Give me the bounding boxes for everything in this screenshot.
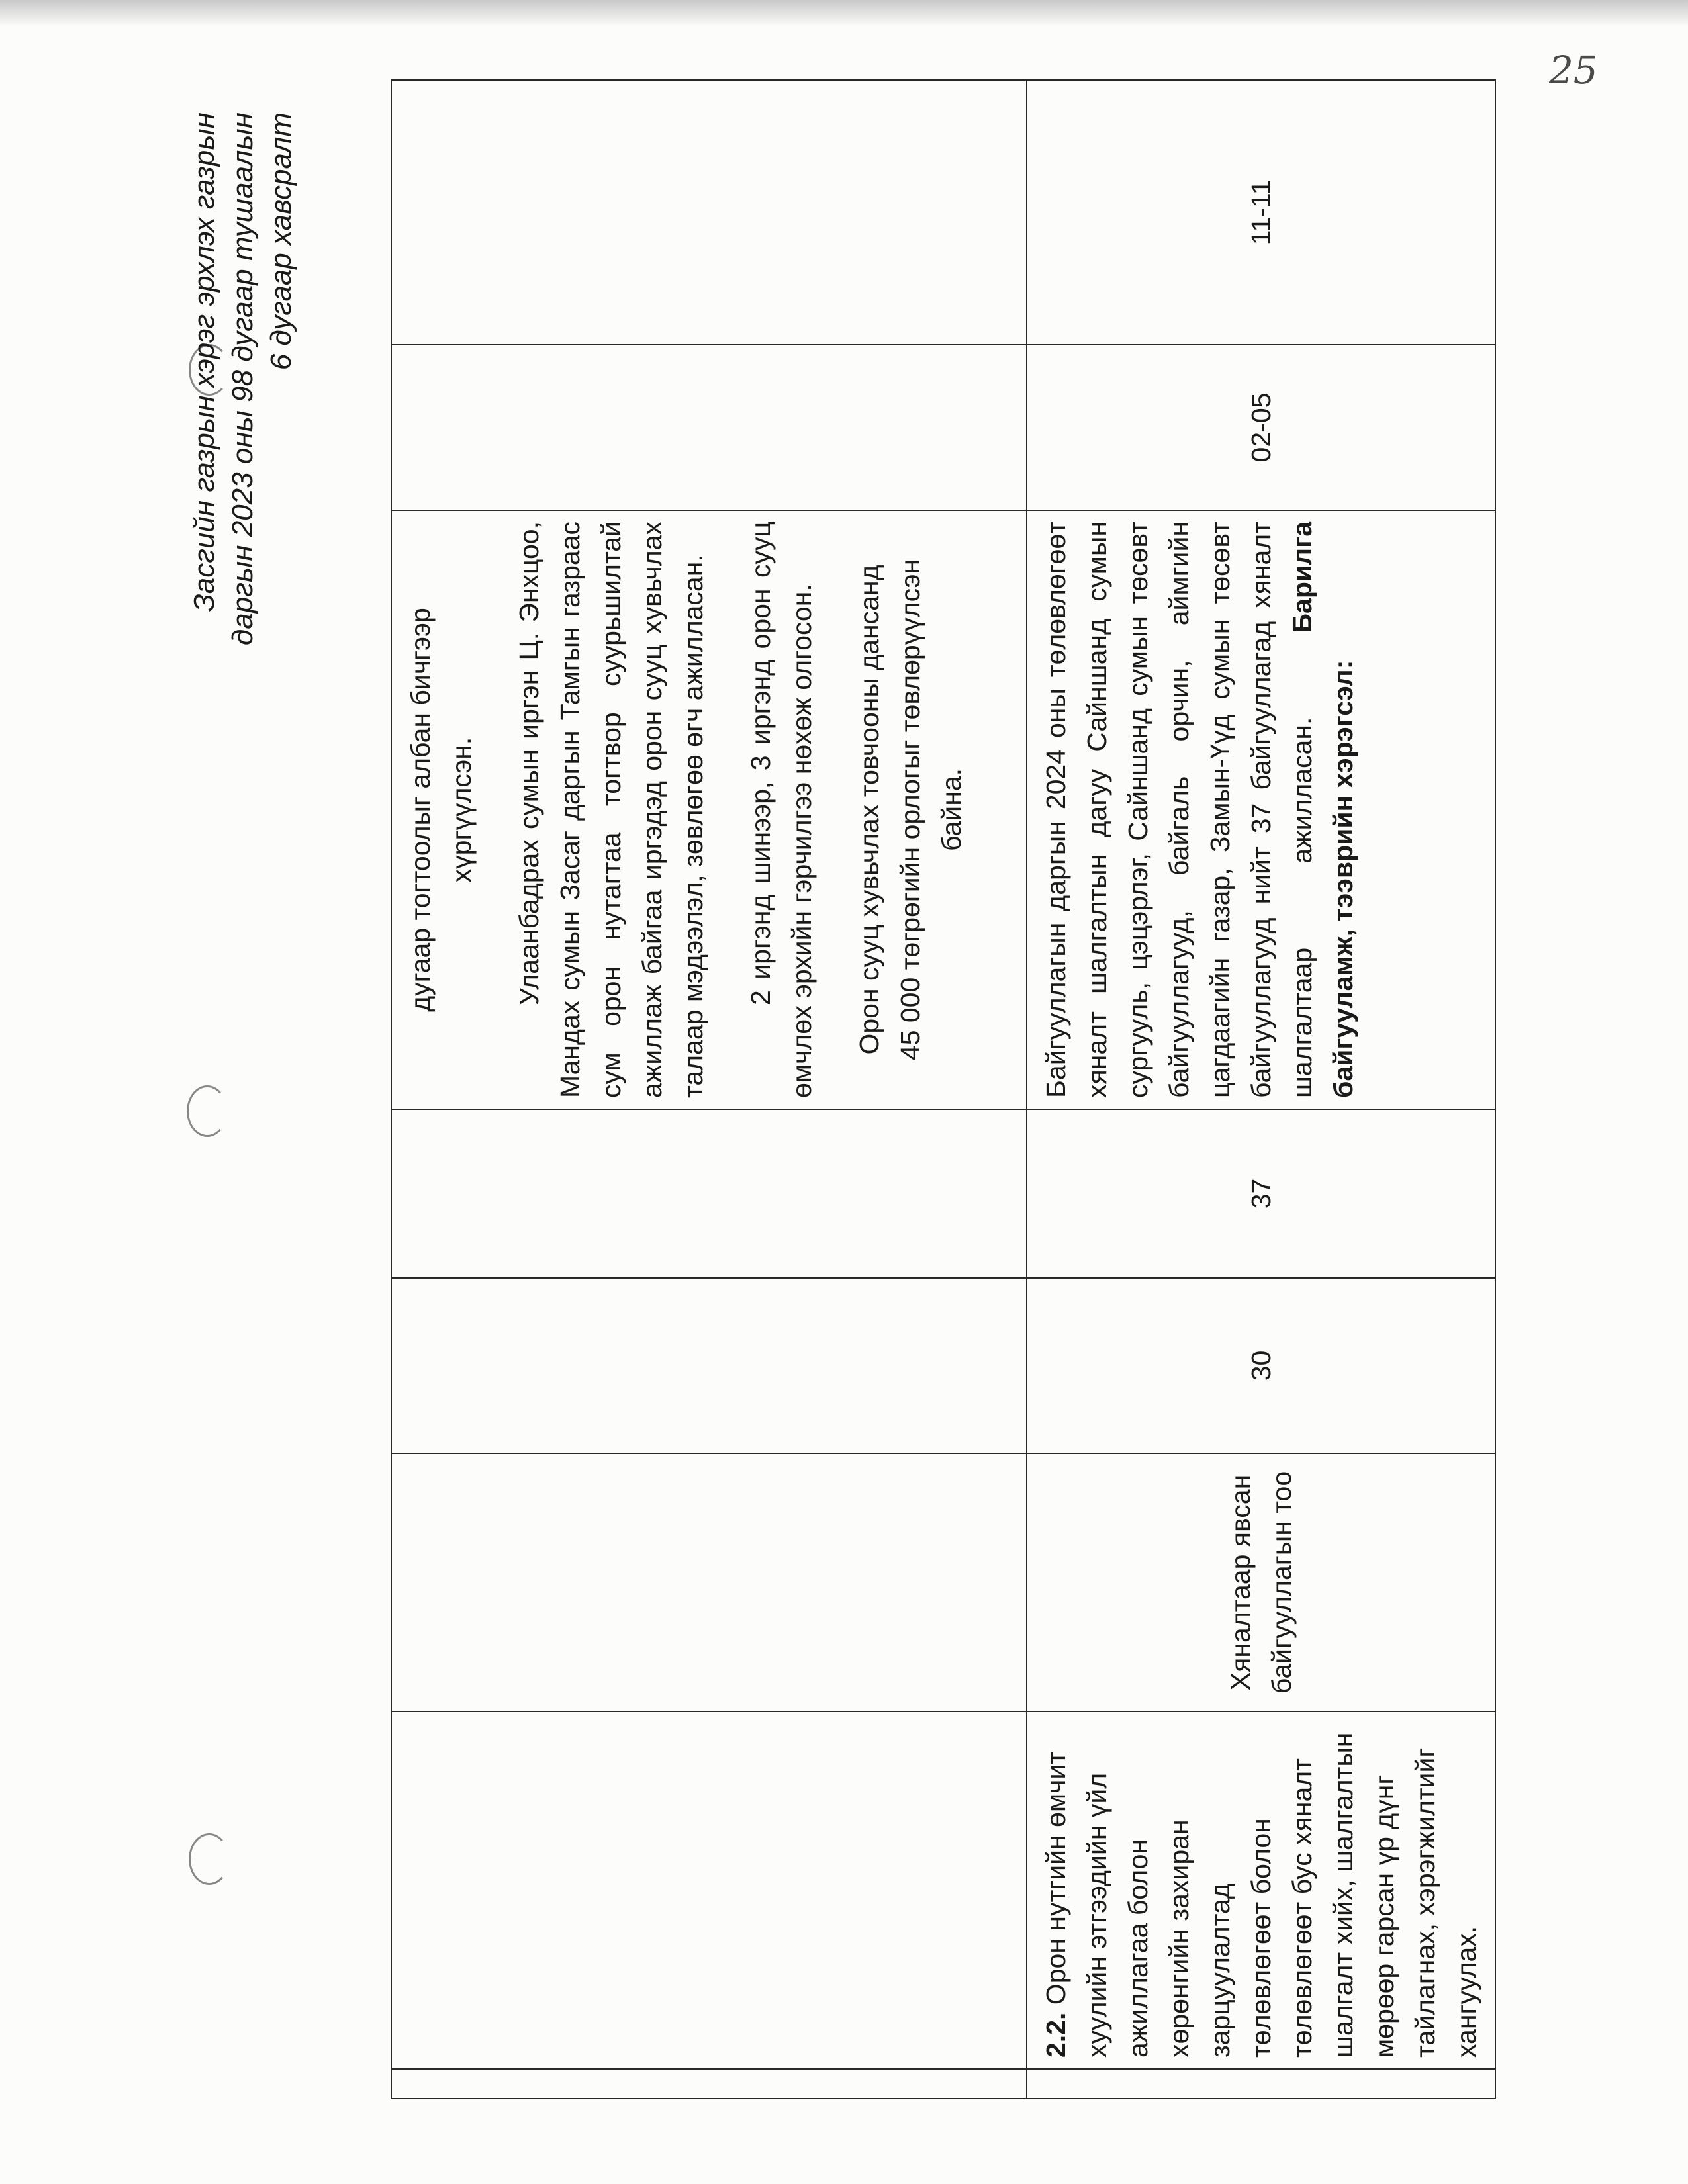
implementation-text-cell	[391, 510, 1027, 1109]
table-cell	[391, 80, 1027, 345]
header-line: Засгийн газрын хэрэг эрхлэх газрын	[188, 113, 220, 612]
report-table	[391, 79, 1496, 2099]
table-row	[1027, 80, 1495, 2099]
table-row	[391, 80, 1027, 2099]
indicator-cell: Хяналтаар явсан байгууллагын тоо	[1027, 1453, 1495, 1711]
header-line: даргын 2023 оны 98 дугаар тушаалын	[226, 113, 259, 646]
table-cell	[391, 1453, 1027, 1711]
paragraph: Улаанбадрах сумын иргэн Ц. Энхцоо, Мандах сумын Засаг даргын Тамгын газраас сум орон нутагтаа тогтвор суурьшилтай ажиллаж байгаа иргэдэд орон сууц хувьчлах талаар мэдээлэл, зөвлөгөө өгч ажилласан.	[514, 522, 708, 1098]
goal-text: Орон нутгийн өмчит хуулийн этгээдийн үйл ажиллагаа болон хөрөнгийн захиран зарцуулалтад төлөвлөгөөт болон төлөвлөгөөт бус хяналт шалгалт хийх, шалгалтын мөрөөр гарсан үр дүнг тайлагнах, хэрэгжилтийг хангуулах.	[1041, 1732, 1481, 2058]
code-cell: 11-11	[1027, 80, 1495, 345]
table-cell	[391, 345, 1027, 510]
table-cell	[391, 1278, 1027, 1453]
text-line: дугаар тогтоолыг албан бичгээр	[405, 608, 436, 1012]
goal-cell	[1027, 1711, 1495, 2069]
paragraph: 2 иргэнд шинээр, 3 иргэнд орон сууц өмчлөх эрхийн гэрчилгээ нөхөж олгосон.	[745, 522, 817, 1098]
table-cell	[391, 1109, 1027, 1278]
code-cell: 02-05	[1027, 345, 1495, 510]
handwritten-page-number: 25	[1549, 48, 1598, 93]
header-line: 6 дугаар хавсралт	[265, 113, 297, 371]
paragraph: Орон сууц хувьчлах товчооны дансанд 45 000 төгрөгийн орлогыг төвлөрүүлсэн байна.	[854, 559, 966, 1061]
bold-heading: Барилга байгууламж, тээврийн хэрэгсэл:	[1287, 522, 1358, 1098]
paragraph: Байгууллагын даргын 2024 оны төлөвлөгөөт хяналт шалгалтын дагуу Сайншанд сумын сургууль, цэцэрлэг, Сайншанд сумын төсөвт байгууллагууд, байгаль орчин, аймгийн цагдаагийн газар, Замын-Үүд сумын төсөвт байгууллагууд нийт 37 байгууллагад хяналт шалгалтаар ажилласан.	[1041, 522, 1317, 1098]
text-line: хүргүүлсэн.	[446, 737, 477, 883]
implementation-text-cell	[1027, 510, 1495, 1109]
target-cell: 30	[1027, 1278, 1495, 1453]
table-cell	[391, 1711, 1027, 2069]
goal-number: 2.2.	[1041, 2012, 1071, 2058]
table-cell	[1027, 2069, 1495, 2099]
actual-cell: 37	[1027, 1109, 1495, 1278]
appendix-header	[185, 113, 301, 1039]
table-cell	[391, 2069, 1027, 2099]
